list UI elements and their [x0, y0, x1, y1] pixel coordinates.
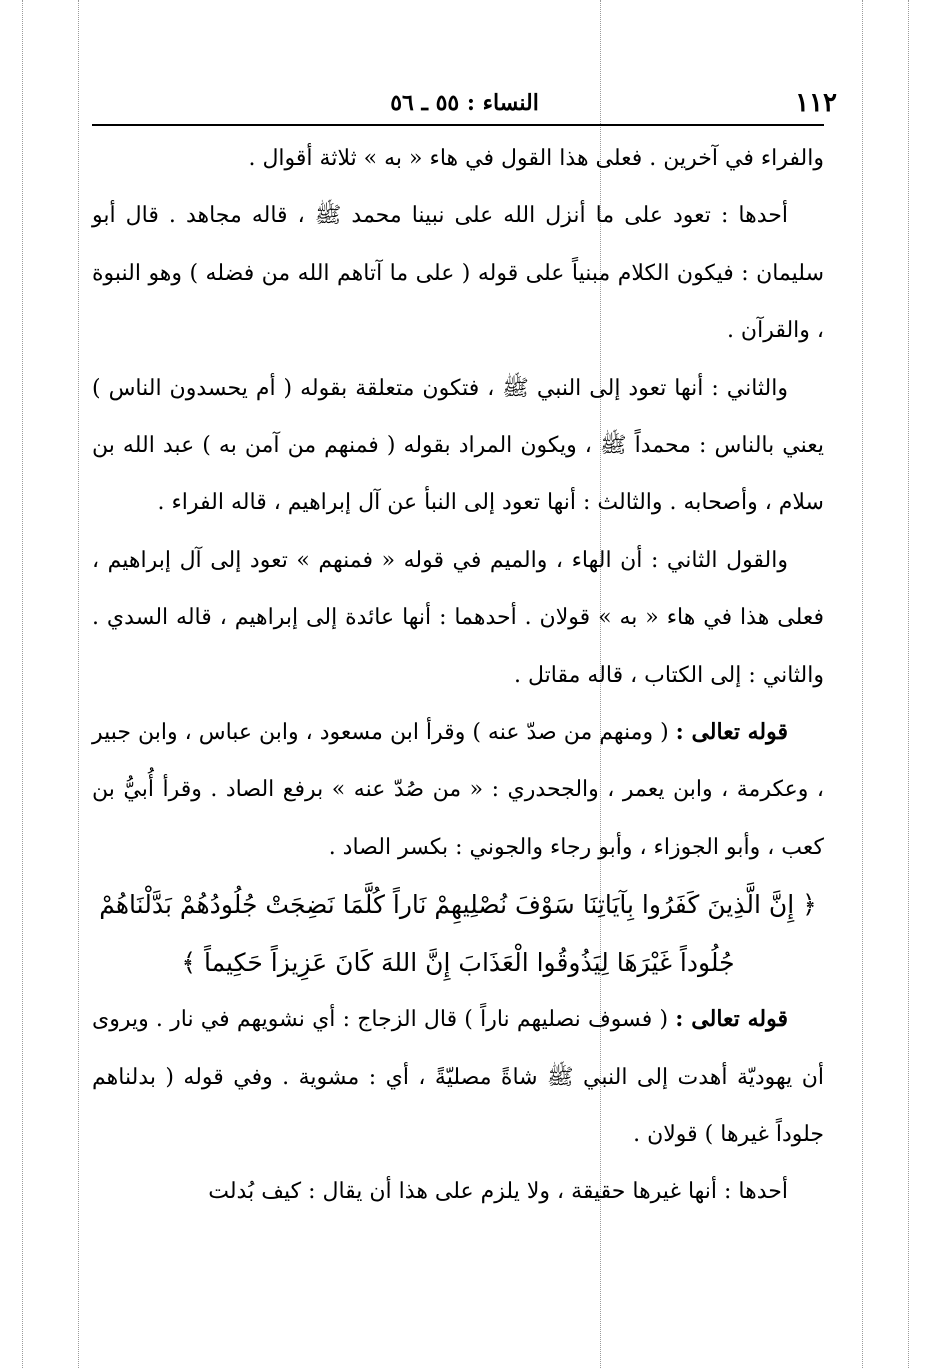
paragraph: والقول الثاني : أن الهاء ، والميم في قوله « فمنهم » تعود إلى آل إبراهيم ، فعلى هذا في هاء « به » قولان . أحدهما : أنها عائدة إلى إبراهيم ، قاله السدي . والثاني : إلى الكتاب ، قاله مقاتل . — [92, 547, 824, 688]
verse-lead: قوله تعالى : — [675, 1006, 789, 1033]
verse-lead: قوله تعالى : — [675, 719, 788, 746]
paragraph-text: ( فسوف نصليهم ناراً ) قال الزجاج : أي نشويهم في نار . ويروى أن يهوديّة أهدت إلى النبي ﷺ شاةً مصليّةً ، أي : مشوية . وفي قوله ( بدلناهم جلوداً غيرها ) قولان . — [92, 1007, 824, 1147]
paragraph: والثاني : أنها تعود إلى النبي ﷺ ، فتكون متعلقة بقوله ( أم يحسدون الناس ) يعني بالناس : محمداً ﷺ ، ويكون المراد بقوله ( فمنهم من آمن به ) عبد الله بن سلام ، وأصحابه . والثالث : أنها تعود إلى النبأ عن آل إبراهيم ، قاله الفراء . — [92, 375, 824, 516]
scan-dotted-line — [78, 0, 79, 1368]
scan-dotted-line — [22, 0, 23, 1368]
header-rule — [92, 124, 824, 126]
paragraph-text: ( ومنهم من صدّ عنه ) وقرأ ابن مسعود ، وابن عباس ، وابن جبير ، وعكرمة ، وابن يعمر ، والجحدري : « من صُدّ عنه » برفع الصاد . وقرأ أُبيُّ بن كعب ، وأبو الجوزاء ، وأبو رجاء والجوني : بكسر الصاد . — [92, 720, 824, 860]
paragraph: أحدها : أنها غيرها حقيقة ، ولا يلزم على هذا أن يقال : كيف بُدلت — [208, 1179, 788, 1205]
page-header — [92, 86, 837, 122]
scan-dotted-line — [862, 0, 863, 1368]
quran-verse: ﴿ إِنَّ الَّذِينَ كَفَرُوا بِآيَاتِنَا سَوْفَ نُصْلِيهِمْ نَاراً كُلَّمَا نَضِجَتْ جُلُودُهُمْ بَدَّلْنَاهُمْ جُلُوداً غَيْرَهَا لِيَذُوقُوا الْعَذَابَ إِنَّ اللهَ كَانَ عَزِيزاً حَكِيماً ﴾ — [99, 890, 817, 977]
page-body — [92, 130, 824, 1221]
paragraph — [92, 704, 824, 876]
paragraph: والفراء في آخرين . فعلى هذا القول في هاء « به » ثلاثة أقوال . — [248, 146, 824, 171]
scan-dotted-line — [908, 0, 909, 1368]
paragraph: أحدها : تعود على ما أنزل الله على نبينا محمد ﷺ ، قاله مجاهد . قال أبو سليمان : فيكون الكلام مبنياً على قوله ( على ما آتاهم الله من فضله ) وهو النبوة ، والقرآن . — [92, 203, 824, 344]
paragraph — [92, 991, 824, 1163]
surah-reference: النساء : ٥٥ ـ ٥٦ — [390, 90, 539, 116]
page-number: ١١٢ — [795, 88, 837, 118]
